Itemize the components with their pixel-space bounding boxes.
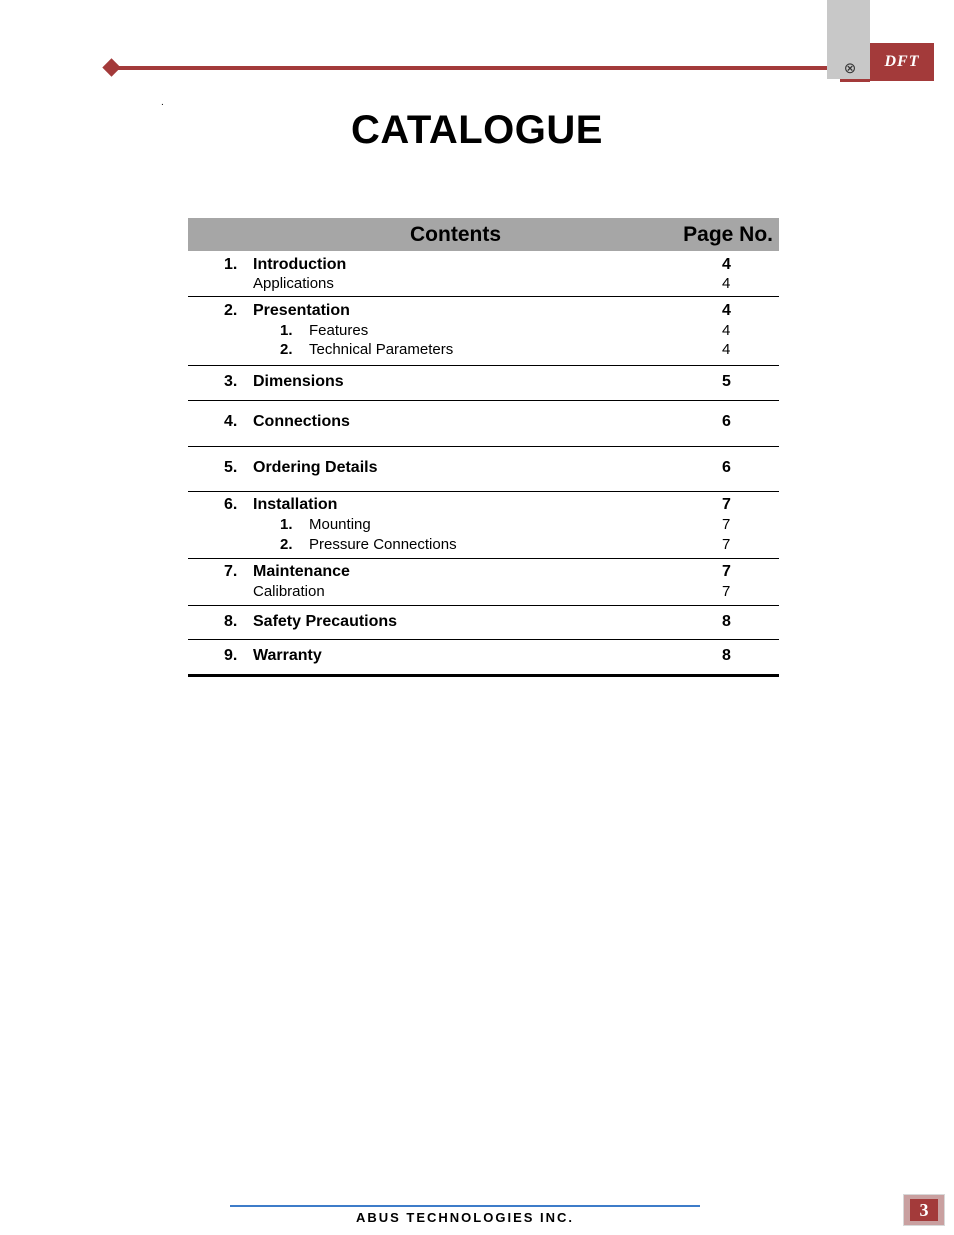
subsection-page: 7 (722, 516, 731, 533)
subsection-number: 1. (280, 322, 293, 339)
subsection-link-technical-parameters[interactable]: Technical Parameters (309, 341, 454, 358)
section-number: 3. (224, 373, 238, 390)
section-page: 6 (722, 413, 731, 430)
subsection-page: 4 (722, 322, 731, 339)
section-link-warranty[interactable]: Warranty (253, 647, 322, 664)
footer-rule (230, 1205, 700, 1207)
page-title: CATALOGUE (351, 108, 603, 152)
toc-section-ordering-details (188, 447, 779, 492)
section-page: 7 (722, 496, 731, 513)
section-link-introduction[interactable]: Introduction (253, 256, 347, 273)
section-number: 4. (224, 413, 238, 430)
subsection-link-features[interactable]: Features (309, 322, 369, 339)
subsection-page: 4 (722, 275, 731, 292)
section-page: 8 (722, 613, 731, 630)
section-link-ordering-details[interactable]: Ordering Details (253, 459, 378, 476)
section-number: 8. (224, 613, 238, 630)
subsection-number: 2. (280, 536, 293, 553)
section-number: 2. (224, 302, 238, 319)
toc-section-introduction (188, 251, 779, 297)
section-number: 5. (224, 459, 238, 476)
section-page: 4 (722, 256, 731, 273)
subsection-page: 7 (722, 536, 731, 553)
section-page: 8 (722, 647, 731, 664)
section-number: 9. (224, 647, 238, 664)
close-circle-icon: ⊗ (843, 60, 857, 77)
header-rule (112, 66, 830, 70)
subsection-page: 4 (722, 341, 731, 358)
toc-section-presentation (188, 297, 779, 366)
toc-section-dimensions (188, 366, 779, 401)
subsection-link-pressure-connections[interactable]: Pressure Connections (309, 536, 457, 553)
page-number-badge (903, 1194, 945, 1226)
page-no-heading: Page No. (683, 223, 773, 246)
subsection-link-mounting[interactable]: Mounting (309, 516, 371, 533)
subsection-link-calibration[interactable]: Calibration (253, 583, 325, 600)
toc-section-safety-precautions (188, 606, 779, 640)
subsection-link-applications[interactable]: Applications (253, 275, 334, 292)
section-number: 6. (224, 496, 238, 513)
section-link-safety-precautions[interactable]: Safety Precautions (253, 613, 398, 630)
header-badge: DFT (870, 43, 934, 81)
section-page: 4 (722, 302, 731, 319)
section-link-dimensions[interactable]: Dimensions (253, 373, 344, 390)
section-number: 7. (224, 563, 238, 580)
toc-section-installation (188, 492, 779, 559)
toc-section-connections (188, 401, 779, 447)
toc-section-maintenance (188, 559, 779, 606)
toc-section-warranty (188, 640, 779, 677)
section-link-presentation[interactable]: Presentation (253, 302, 350, 319)
section-number: 1. (224, 256, 238, 273)
header-badge-underline (840, 79, 870, 82)
subsection-page: 7 (722, 583, 731, 600)
contents-heading: Contents (410, 223, 501, 246)
section-link-connections[interactable]: Connections (253, 413, 350, 430)
section-page: 6 (722, 459, 731, 476)
page-number: 3 (910, 1199, 938, 1221)
diamond-icon (102, 58, 120, 76)
subsection-number: 2. (280, 341, 293, 358)
subsection-number: 1. (280, 516, 293, 533)
section-page: 5 (722, 373, 731, 390)
stray-dot: . (161, 97, 164, 108)
footer-company: ABUS TECHNOLOGIES INC. (355, 1210, 575, 1225)
section-link-maintenance[interactable]: Maintenance (253, 563, 350, 580)
section-page: 7 (722, 563, 731, 580)
contents-table (188, 218, 779, 677)
section-link-installation[interactable]: Installation (253, 496, 338, 513)
contents-header (188, 218, 779, 251)
